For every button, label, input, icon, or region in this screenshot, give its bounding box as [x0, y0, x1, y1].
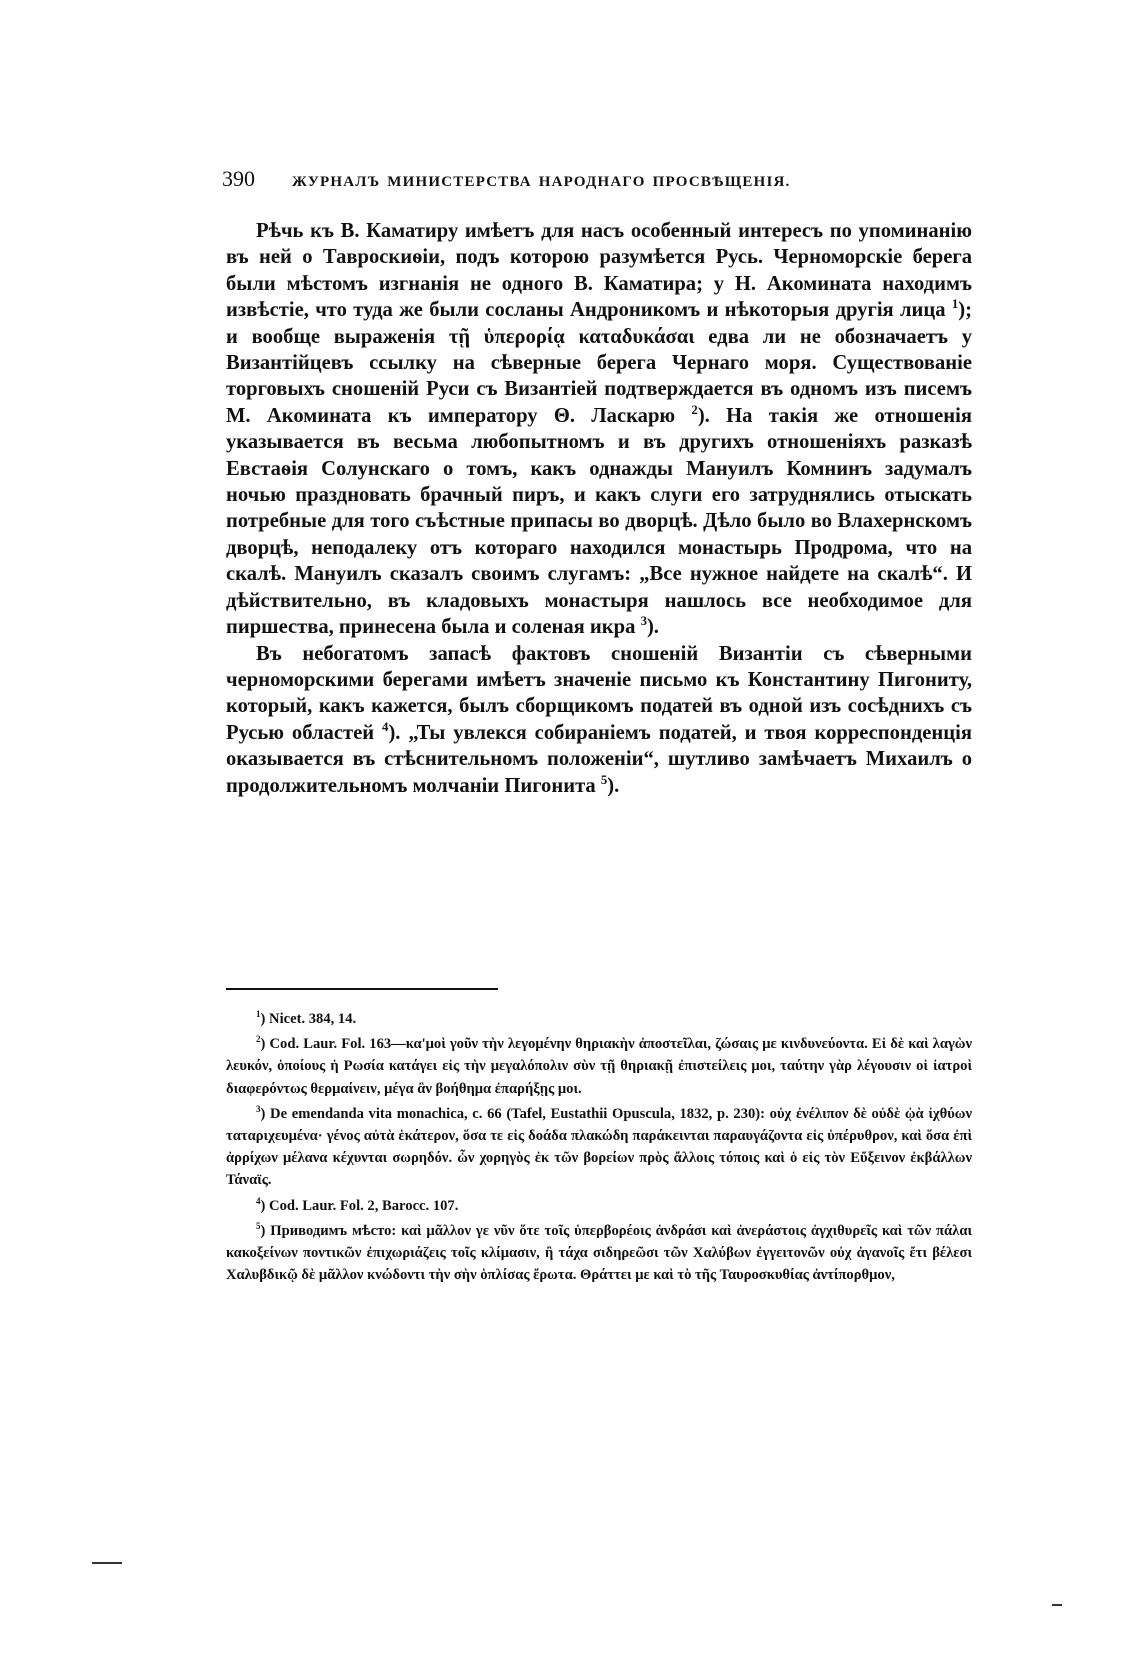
- footnote-marker: 5: [256, 1220, 261, 1231]
- footnote-1: [226, 1008, 972, 1030]
- footnote-4: [226, 1195, 972, 1217]
- footnote-ref: 4: [382, 719, 389, 734]
- paragraph-text: Въ небогатомъ запасѣ фактовъ сношеній Византіи съ сѣверными черноморскими берегами имѣетъ значеніе письмо къ Константину Пигониту, который, какъ кажется, былъ сборщикомъ податей въ одной изъ сосѣднихъ съ Русью областей: [226, 642, 972, 744]
- footnote-text: ) Cod. Laur. Fol. 2, Barocc. 107.: [260, 1197, 459, 1214]
- footnote-marker: 4: [256, 1195, 261, 1206]
- footnote-ref: 5: [600, 772, 608, 787]
- scan-corner-mark: [1052, 1604, 1062, 1606]
- paragraph-1: [226, 218, 972, 641]
- page-number: 390: [222, 166, 255, 191]
- paragraph-text: ). На такія же отношенія указывается въ весьма любопытномъ и въ другихъ отношеніяхъ разказѣ Евстаѳія Солунскаго о томъ, какъ однажды Мануилъ Комнинъ задумалъ ночью праздновать брачный пиръ, и какъ слуги его затруднялись отыскать потребные для того съѣстные припасы во дворцѣ. Дѣло было во Влахернскомъ дворцѣ, неподалеку отъ котораго находился монастырь Продрома, что на скалѣ. Мануилъ сказалъ своимъ слугамъ: „Все нужное найдете на скалѣ“. И дѣйствительно, въ кладовыхъ монастыря нашлось все необходимое для пиршества, принесена была и соленая икра: [226, 404, 972, 639]
- footnote-text: ) Nicet. 384, 14.: [260, 1011, 357, 1027]
- footnote-5: [226, 1220, 972, 1287]
- footnote-marker: 1: [256, 1009, 261, 1020]
- scan-margin-mark: [92, 1562, 122, 1564]
- paragraph-text: ).: [607, 774, 620, 797]
- footnote-text: ) Cod. Laur. Fol. 163—κα'μοὶ γοῦν τὴν λεγομένην θηριακὴν ἀποστεῖλαι, ζώσαις με κινδυνεύοντα. Εἰ δὲ καὶ λαγὼν λευκόν, ὁποίους ἡ Ρωσία κατάγει εἰς τὴν μεγαλόπολιν σὺν τῇ θηριακῇ ἐπιστείλεις μοι, ταύτην γὰρ λέγουσιν οἱ ἰατροὶ διαφερόντως θερμαίνειν, μέγα ἂν βοήθημα ἐπαρήξῃς μοι.: [226, 1036, 972, 1097]
- paragraph-text: Рѣчь къ В. Каматиру имѣетъ для насъ особенный интересъ по упоминанію въ ней о Тавроскиѳіи, подъ которою разумѣется Русь. Черноморскіе берега были мѣстомъ изгнанія не одного В. Каматира; у Н. Акомината находимъ извѣстіе, что туда же были сосланы Андроникомъ и нѣкоторыя другія лица: [226, 220, 972, 322]
- paragraph-text: ).: [646, 616, 659, 639]
- footnote-3: [226, 1103, 972, 1192]
- page-header: [222, 166, 978, 200]
- footnote-ref: 3: [640, 614, 647, 629]
- footnote-marker: 3: [256, 1103, 261, 1114]
- footnote-marker: 2: [256, 1034, 261, 1045]
- footnotes: [226, 1008, 972, 1286]
- footnote-text: ) Приводимъ мѣсто: καὶ μᾶλλον γε νῦν ὅτε τοῖς ὑπερβορέοις ἀνδράσι καὶ ἀνεράστοις ἀγχιθυρεῖς καὶ τῶν πάλαι κακοξείνων ποντικῶν ἐπιχωριάζεις τοῖς κλίμασιν, ἢ τάχα σιδηρεῶσι τῶν Χαλύβων ἐγγειτονῶν οὐχ ἀγανοῖς ἔτι βέλεσι Χαλυβδικῷ δὲ μᾶλλον κνώδοντι τὴν σὴν ὁπλίσας ἔρωτα. Θράττει με καὶ τὸ τῆς Ταυροσκυθίας ἀντίπορθμον,: [226, 1222, 972, 1284]
- footnote-ref: 1: [951, 297, 959, 312]
- running-title: ЖУРНАЛЪ МИНИСТЕРСТВА НАРОДНАГО ПРОСВѢЩЕНІЯ.: [292, 174, 791, 190]
- footnote-text: ) De emendanda vita monachica, c. 66 (Tafel, Eustathii Opuscula, 1832, p. 230): οὐχ ἐνέλιπον δὲ οὐδὲ ᾠὰ ἰχθύων ταταριχευμένα· γένος αὐτὰ ἑκάτερον, ὅσα τε εἰς δοάδα πλακώδη παράκεινται παραυγάζοντα εἰς ὑπέρυθρον, καὶ ὅσα ἐπὶ ἀρρίχων μέλανα κέχυνται σωρηδόν. ὧν χορηγὸς ἐκ τῶν βορείων πρὸς ἄλλοις τόποις καὶ ὁ εἰς τὸν Εὔξεινον ἐκβάλλων Τάναϊς.: [226, 1105, 972, 1189]
- main-text: [226, 218, 972, 799]
- paragraph-text: ). „Ты увлекся собираніемъ податей, и твоя корреспонденція оказывается въ стѣснительномъ положеніи“, шутливо замѣчаетъ Михаилъ о продолжительномъ молчаніи Пигонита: [226, 721, 972, 797]
- footnote-ref: 2: [691, 402, 698, 417]
- footnote-separator: [226, 988, 498, 990]
- paragraph-text: ); и вообще выраженія τῇ ὑπερορίᾳ καταδυκάσαι едва ли не обозначаетъ у Византійцевъ ссылку на сѣверные берега Чернаго моря. Существованіе торговыхъ сношеній Руси съ Византіей подтверждается въ одномъ изъ писемъ М. Акомината къ императору Θ. Ласкарю: [226, 299, 972, 427]
- footnote-2: [226, 1033, 972, 1100]
- paragraph-2: [226, 641, 972, 799]
